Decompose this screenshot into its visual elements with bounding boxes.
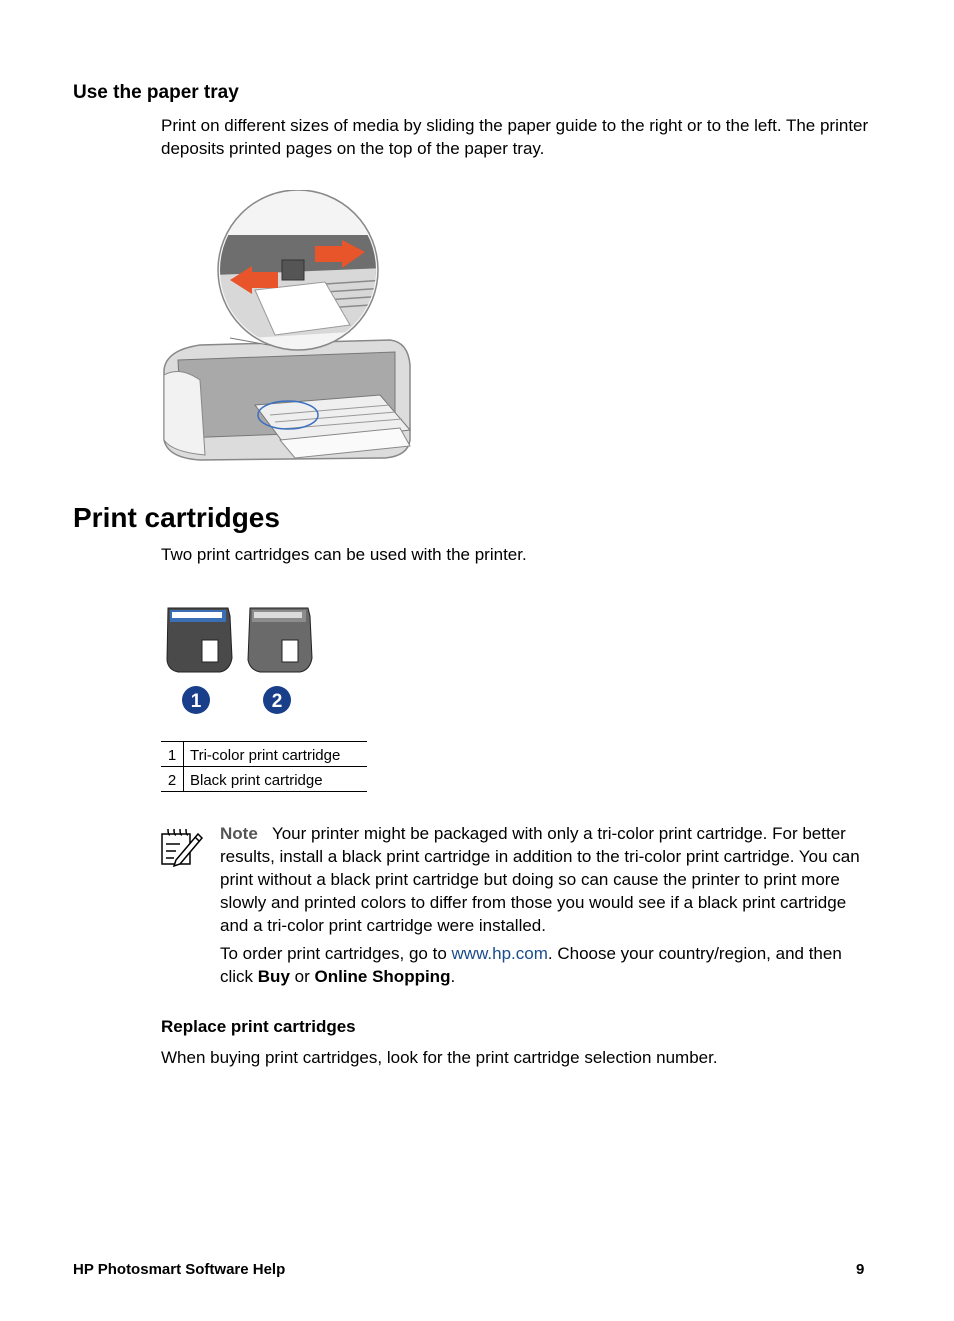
hp-website-link[interactable]: www.hp.com (451, 944, 548, 963)
period: . (450, 967, 456, 986)
callout-2-icon (263, 686, 291, 714)
section-heading-print-cartridges: Print cartridges (73, 502, 280, 533)
order-prefix: To order print cartridges, go to (220, 944, 452, 963)
table-row (161, 767, 367, 792)
callout-1-label: 1 (190, 691, 202, 712)
callout-1-icon (182, 686, 210, 714)
note-text: Your printer might be packaged with only a tri-color print cartridge. For better results, install a black print cartridge in addition to the tri-color print cartridge. You can print without a black print cartridge but doing so can cause the printer to print more slowly and printed colors to differ from those you would see if a black print cartridge and a tri-color print cartridge were installed. (220, 824, 860, 935)
note-paragraph (220, 822, 875, 937)
or-text: or (289, 967, 315, 986)
section-heading-paper-tray: Use the paper tray (73, 82, 239, 103)
legend-number: 2 (161, 767, 184, 792)
online-shopping-label: Online Shopping (314, 967, 451, 986)
footer-title: HP Photosmart Software Help (73, 1261, 286, 1278)
legend-label: Tri-color print cartridge (184, 742, 368, 767)
legend-label: Black print cartridge (184, 767, 368, 792)
paper-tray-paragraph: Print on different sizes of media by sliding the paper guide to the right or to the left. The printer deposits printed pages on the top of the paper tray. (161, 116, 869, 158)
note-label: Note (220, 824, 258, 843)
replace-cartridges-paragraph: When buying print cartridges, look for the print cartridge selection number. (161, 1048, 718, 1067)
order-paragraph (220, 942, 875, 988)
order-middle: . Choose your country/region, and then click (220, 944, 842, 986)
section-heading-replace-cartridges: Replace print cartridges (161, 1017, 356, 1036)
black-cartridge-icon (248, 608, 312, 672)
buy-label: Buy (257, 967, 290, 986)
printer-paper-tray-illustration (160, 190, 415, 466)
table-row (161, 742, 367, 767)
tri-color-cartridge-icon (167, 608, 232, 672)
note-pencil-icon (160, 826, 204, 868)
cartridge-legend-table (161, 741, 367, 792)
legend-number: 1 (161, 742, 184, 767)
callout-2-label: 2 (271, 691, 283, 712)
page-number: 9 (856, 1261, 865, 1278)
cartridges-illustration (160, 600, 320, 720)
print-cartridges-intro: Two print cartridges can be used with the printer. (161, 545, 527, 564)
